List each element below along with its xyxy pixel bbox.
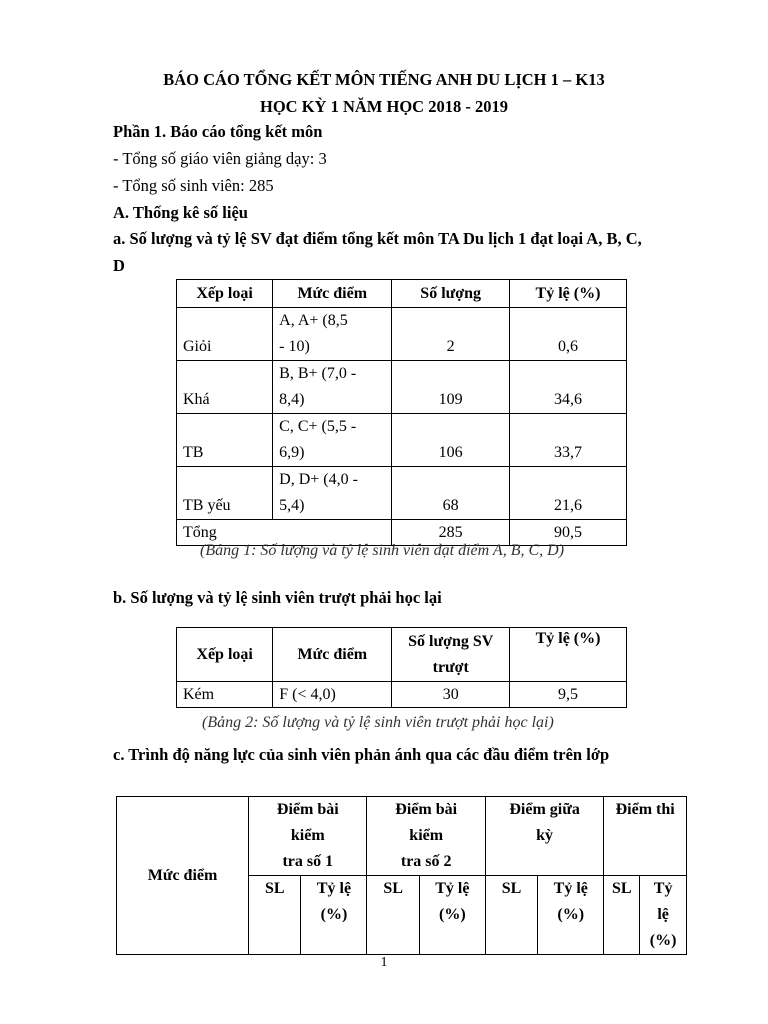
section-c-heading: c. Trình độ năng lực của sinh viên phản ánh qua các đầu điểm trên lớp: [113, 745, 610, 764]
header-test2: Điểm bài kiểm tra số 2: [367, 797, 485, 876]
section-a-subheading-cont: D: [113, 256, 125, 275]
rank-cell: Giỏi: [177, 308, 273, 361]
count-cell: 109: [392, 361, 510, 414]
part1-heading: Phần 1. Báo cáo tổng kết môn: [113, 122, 323, 141]
section-b-heading: b. Số lượng và tỷ lệ sinh viên trượt phải học lại: [113, 588, 442, 607]
range-cell: F (< 4,0): [273, 682, 392, 708]
report-title-line2: HỌC KỲ 1 NĂM HỌC 2018 - 2019: [260, 97, 508, 116]
section-a-subheading: a. Số lượng và tỷ lệ SV đạt điểm tổng kết môn TA Du lịch 1 đạt loại A, B, C,: [113, 229, 642, 248]
header-range: Mức điểm: [273, 280, 392, 308]
rank-cell: Kém: [177, 682, 273, 708]
report-title-line1: BÁO CÁO TỔNG KẾT MÔN TIẾNG ANH DU LỊCH 1 – K13: [163, 70, 605, 89]
header-midterm: Điểm giữa kỳ: [485, 797, 603, 876]
rate-cell: 9,5: [510, 682, 627, 708]
header-count: Số lượng SV trượt: [392, 628, 510, 682]
student-count: - Tổng số sinh viên: 285: [113, 176, 274, 195]
section-a-heading: A. Thống kê số liệu: [113, 203, 248, 222]
grade-distribution-table: [176, 279, 627, 546]
rate-header: Tỷ lệ (%): [538, 876, 604, 955]
rate-cell: 33,7: [509, 414, 626, 467]
header-level: Mức điểm: [117, 797, 249, 955]
rate-cell: 34,6: [509, 361, 626, 414]
header-rate: Tỷ lệ (%): [510, 628, 627, 682]
table-header-row: [117, 797, 687, 876]
rate-header: Tỷ lệ (%): [301, 876, 367, 955]
page-number: 1: [380, 955, 388, 970]
table-row: [177, 682, 627, 708]
sl-header: SL: [485, 876, 537, 955]
range-cell: B, B+ (7,0 - 8,4): [273, 361, 392, 414]
rate-cell: 21,6: [509, 467, 626, 520]
sl-header: SL: [249, 876, 301, 955]
header-final: Điểm thi: [604, 797, 687, 876]
header-count: Số lượng: [392, 280, 510, 308]
rate-header: Tỷ lệ (%): [419, 876, 485, 955]
header-range: Mức điểm: [273, 628, 392, 682]
count-cell: 2: [392, 308, 510, 361]
table1-caption: (Bảng 1: Số lượng và tỷ lệ sinh viên đạt điểm A, B, C, D): [200, 542, 565, 559]
count-cell: 106: [392, 414, 510, 467]
table-row: [177, 467, 627, 520]
range-cell: A, A+ (8,5 - 10): [273, 308, 392, 361]
range-cell: D, D+ (4,0 - 5,4): [273, 467, 392, 520]
table-row: [177, 414, 627, 467]
total-count: 285: [392, 520, 510, 546]
sl-header: SL: [604, 876, 640, 955]
range-cell: C, C+ (5,5 - 6,9): [273, 414, 392, 467]
table-header-row: [177, 280, 627, 308]
total-rate: 90,5: [509, 520, 626, 546]
failed-students-table: [176, 627, 627, 708]
header-rank: Xếp loại: [177, 628, 273, 682]
count-cell: 30: [392, 682, 510, 708]
table-header-row: [177, 628, 627, 682]
table-row: [177, 361, 627, 414]
header-rate: Tỷ lệ (%): [509, 280, 626, 308]
sl-header: SL: [367, 876, 419, 955]
class-scores-table: [116, 796, 687, 955]
table2-caption: (Bảng 2: Số lượng và tỷ lệ sinh viên trượt phải học lại): [202, 714, 554, 731]
header-rank: Xếp loại: [177, 280, 273, 308]
rank-cell: TB yếu: [177, 467, 273, 520]
rate-header: Tỷ lệ (%): [640, 876, 687, 955]
table-row: [177, 308, 627, 361]
rate-cell: 0,6: [509, 308, 626, 361]
total-label: Tổng: [177, 520, 392, 546]
count-cell: 68: [392, 467, 510, 520]
rank-cell: TB: [177, 414, 273, 467]
rank-cell: Khá: [177, 361, 273, 414]
teacher-count: - Tổng số giáo viên giảng dạy: 3: [113, 149, 327, 168]
header-test1: Điểm bài kiểm tra số 1: [249, 797, 367, 876]
